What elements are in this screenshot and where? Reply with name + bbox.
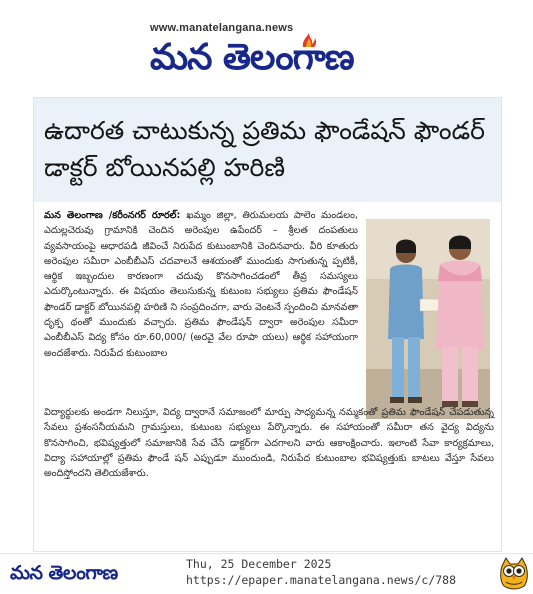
article-body-wide: విద్యార్థులకు అండగా నిలుస్తూ, విద్య ద్వారానే సమాజంలో మార్పు సాధ్యమన్న నమ్మకంతో ప్రతిమ ఫౌండేషన్ చేపడుతున్న సేవలు ప్రశంసనీయమని గ్రామస్తులు, కుటుంబ సభ్యులు పేర్కొన్నారు. ఈ సహాయంతో సమీరా తన వైద్య విద్యను కొనసాగించి, భవిష్యత్తులో సమాజానికి సేవ చేసే డాక్టర్‌గా ఎదగాలని వారు ఆకాంక్షించారు. ఇలాంటి సేవా కార్యక్రమాలు, విద్యా సహాయాల్లో ప్రతిమ ఫౌండే షన్ ఎప్పుడూ ముందుండి, నిరుపేద కుటుంబాల భవిష్యత్తుకు బాటలు వేస్తూ సేవలు అందిస్తోందని తెలియజేశారు. <box>44 407 494 480</box>
headline: ఉదారత చాటుకున్న ప్రతిమ ఫౌండేషన్ ఫౌండర్ డాక్టర్ బోయినపల్లి హరిణి <box>44 116 485 182</box>
site-url: www.manatelangana.news <box>150 22 294 34</box>
article <box>33 97 502 552</box>
footer-date: Thu, 25 December 2025 <box>186 557 332 571</box>
masthead <box>0 0 533 96</box>
owl-mascot-icon <box>498 556 530 590</box>
footer <box>0 553 533 594</box>
headline-box <box>34 98 501 202</box>
article-body-narrow <box>44 208 358 361</box>
byline: మన తెలంగాణ /కరీంనగర్ రూరల్: <box>44 210 187 221</box>
body-narrow-text: ఖమ్మం జిల్లా, తిరుమలయ పాలెం మండలం, ఎదుల్లచెరువు గ్రామానికి చెందిన అరెంపుల ఉపేందర్ – శ్రీలత దంపతులు వ్యవసాయంపై ఆధారపడి జీవించే నిరుపేద కుటుంబానికి చెందినవారు. వీరి కూతురు అరెంపుల సమీరా ఎంబీబీఎస్ చదవాలనే ఆశయంతో ముందుకు సాగుతున్న ప్పటికీ, ఆర్థిక ఇబ్బందుల కారణంగా చదువు కొనసాగించడంలో తీవ్ర సమస్యలు ఎదుర్కొంటున్నారు. ఈ విషయం తెలుసుకున్న కుటుంబ సభ్యులు ప్రతిమ ఫౌండేషన్ ఫౌండర్ డాక్టర్ బోయినపల్లి హరిణి ని సంప్రదించగా, వారు వెంటనే స్పందించి మానవతా దృక్ప థంతో ముందుకు వచ్చారు. ప్రతిమ ఫౌండేషన్ ద్వారా అరెంపుల సమీరా ఎంబీబీఎస్ విద్య కోసం రూ.60,000/ (అరవై వేల రూపా యలు) ఆర్థిక సహాయంగా అందజేశారు. నిరుపేద కుటుంబాల <box>44 210 358 359</box>
footer-url[interactable]: https://epaper.manatelangana.news/c/788 <box>186 573 457 587</box>
footer-brand-logo: మన తెలంగాణ <box>10 562 118 584</box>
brand-logo: మన తెలంగాణ <box>150 37 354 78</box>
article-photo <box>366 219 490 419</box>
